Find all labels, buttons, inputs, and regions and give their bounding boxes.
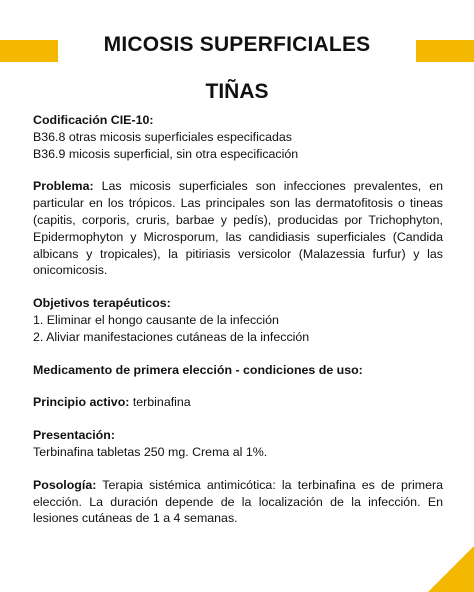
presentacion-value: Terbinafina tabletas 250 mg. Crema al 1%. — [33, 444, 268, 459]
principio-section — [33, 394, 443, 411]
posologia-label: Posología: — [33, 477, 97, 492]
objetivo-item-2: 2. Aliviar manifestaciones cutáneas de la infección — [33, 329, 310, 344]
medicamento-label: Medicamento de primera elección - condiciones de uso: — [33, 362, 363, 377]
document-body — [33, 112, 443, 543]
presentacion-label: Presentación: — [33, 428, 115, 443]
problema-label: Problema: — [33, 179, 94, 194]
principio-label: Principio activo: — [33, 395, 130, 410]
cie-label: Codificación CIE-10: — [33, 113, 154, 127]
document-title: MICOSIS SUPERFICIALES — [103, 33, 371, 56]
principio-value: terbinafina — [129, 395, 191, 410]
objetivos-label: Objetivos terapéuticos: — [33, 296, 171, 311]
posologia-section — [33, 477, 443, 527]
objetivos-section — [33, 295, 443, 345]
cie-code-2: B36.9 micosis superficial, sin otra especificación — [33, 146, 299, 161]
presentacion-section — [33, 427, 443, 461]
medicamento-section — [33, 362, 443, 379]
cie-section — [33, 112, 443, 162]
corner-accent-triangle — [428, 546, 474, 592]
problema-section — [33, 178, 443, 279]
document-subtitle: TIÑAS — [205, 80, 269, 103]
posologia-text: Terapia sistémica antimicótica: la terbinafina es de primera elección. La duración depende de la localización de la infección. En lesiones cutáneas de 1 a 4 semanas. — [33, 477, 443, 526]
problema-text: Las micosis superficiales son infecciones prevalentes, en particular en los trópicos. Las principales son las dermatofitosis o tineas (capitis, corporis, cruris, barbae y pedís), producidas por Trichophyton, Epidermophyton y Microsporum, las candidiasis superficiales (Candida albicans y tropicales), la pitiriasis versicolor (Malazessia furfur) y las onicomicosis. — [33, 179, 443, 278]
cie-code-1: B36.8 otras micosis superficiales especificadas — [33, 129, 292, 144]
objetivo-item-1: 1. Eliminar el hongo causante de la infección — [33, 312, 279, 327]
